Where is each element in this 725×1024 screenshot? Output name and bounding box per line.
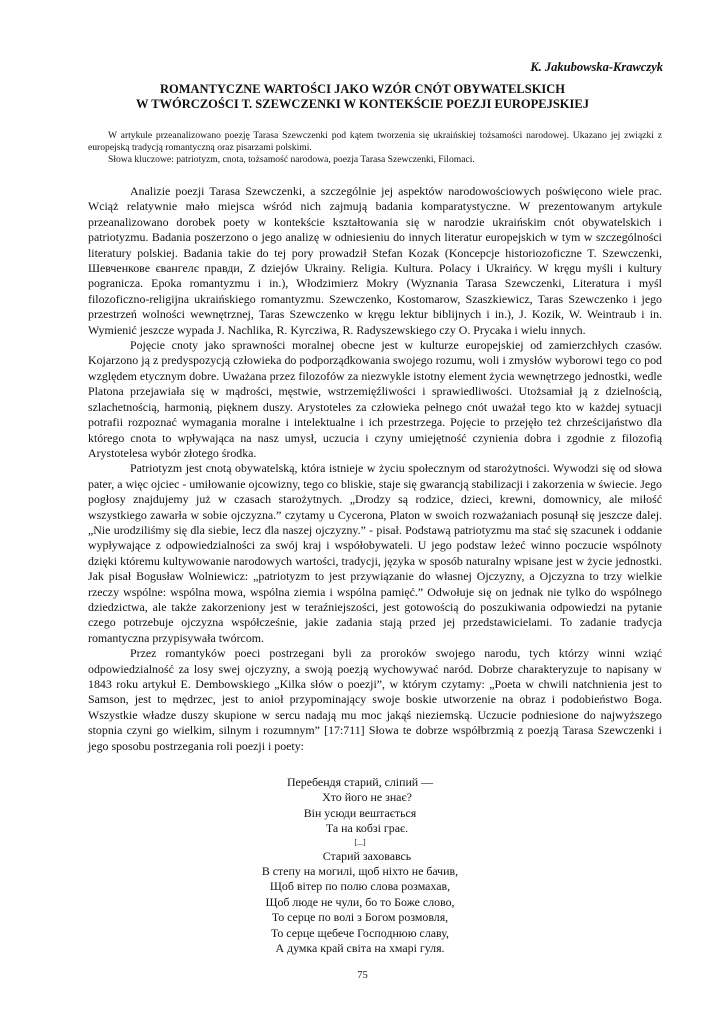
title-line: ROMANTYCZNE WARTOŚCI JAKO WZÓR CNÓT OBYWATELSKICH [159,82,566,96]
article-title [80,82,645,112]
author-header: K. Jakubowska-Krawczyk [530,60,663,74]
body-paragraph: Pojęcie cnoty jako sprawności moralnej obecne jest w kulturze europejskiej od zamierzchłych czasów. Kojarzono ją z predyspozycją człowieka do podporządkowania swojego rozumu, woli i zmysłów wyborowi tego co pod względem etycznym dobre. Uważana przez filozofów za niezwykle istotny element życia wewnętrzego jednostki, wedle Platona przejawiała się w mądrości, męstwie, wstrzemięźliwości i sprawiedliwości. Utożsamiał ją z dzielnością, szlachetnością, harmonią, pięknem duszy. Arystoteles za człowieka pełnego cnót uważał tego kto w każdej sytuacji potrafii rozpoznać wymagania moralne i intelektualne i ich przestrzega. Pojęcie to przejęło też chrześcijaństwo dla którego cnota to wpływająca na nasz umysł, uczucia i czyny umiejętność czynienia dobra i zgodnie z filozofią Arystotelesa wybór złotego środka. [88,338,662,460]
poem-line: Хто його не знає? [322,790,412,805]
poem-ellipsis: [...] [354,837,366,847]
poem-line: Та на кобзі грає. [325,821,409,836]
poem-line: То серце по волі з Богом розмовля, [271,910,449,925]
article-body [88,184,662,754]
keywords: Słowa kluczowe: patriotyzm, cnota, tożsamość narodowa, poezja Tarasa Szewczenki, Filomaci. [108,154,475,165]
poem-line: То серце щебече Господнюю славу, [271,925,449,940]
body-paragraph: Przez romantyków poeci postrzegani byli za proroków swojego narodu, tych którzy winni wziąć odpowiedzialność za losy swej ojczyzny, a swoją poezją wychowywać naród. Dobrze charakteryzuje to napisany w 1843 roku artykuł E. Dembowskiego „Kilka słów o poezji”, w którym czytamy: „Poeta w chwili natchnienia jest to Samson, jest to mędrzec, jest to anioł przypominający swoje boskie utworzenie na obraz i podobieństwo Boga. Wszystkie władze duszy skupione w sercu nadają mu moc jakąś nieziemską. Uczucie podniesione do najwyższego stopnia czyni go wielkim, silnym i rozumnym” [17:711] Słowa te dobrze współbrzmią z poezją Tarasa Szewczenki i jego sposobu postrzegania roli poezji i poety: [88,646,662,753]
abstract [88,130,662,166]
poem-quote [230,775,490,956]
poem-line: Він усюди вештається [303,805,417,820]
body-paragraph: Patriotyzm jest cnotą obywatelską, która istnieje w życiu społecznym od starożytności. Wywodzi się od słowa pater, a więc ojciec - umiłowanie ojcowizny, tego co bliskie, staje się gwarancją stabilizacji i zakorzenia w świecie. Jego pogłosy znajdujemy już w czasach starożytnych. „Drodzy są rodzice, dzieci, krewni, domownicy, ale miłość wszystkiego zawarła w sobie ojczyzna.” czytamy u Cycerona, Platon w swoich rozważaniach posunął się jeszcze dalej. „Nie urodziliśmy się dla siebie, lecz dla naszej ojczyzny.” - pisał. Podstawą patriotyzmu ma stać się szacunek i oddanie wypływające z odpowiedzialności za swój kraj i współobywateli. U jego podstaw leżeć winno poczucie wspólnoty dzięki któremu kultywowanie narodowych wartości, tradycji, języka w sposób naturalny wpisane jest w życie jednostki. Jak pisał Bogusław Wolniewicz: „patriotyzm to jest przywiązanie do własnej Ojczyzny, a Ojczyzna to trzy wielkie rzeczy wspólne: wspólna mowa, wspólna ziemia i wspólna pamięć.” Odwołuje się on jednak nie tylko do wspólnego dziedzictwa, ale także zakorzeniony jest w teraźniejszości, jest gotowością do poszukiwania odpowiedzi na pytanie czego potrzebuje ojczyzna współcześnie, jakie zadania stają przed jej przedstawicielami. To zadanie tradycja romantyczna przypisywała twórcom. [88,461,662,645]
body-paragraph: Analizie poezji Tarasa Szewczenki, a szczególnie jej aspektów narodowościowych poświęcono wiele prac. Wciąż relatywnie mało miejsca wśród nich zajmują badania komparatystyczne. W prezentowanym artykule przeanalizowano dorobek poety w kontekście kształtowania się w narodzie ukraińskim cnót obywatelskich i patriotyzmu. Badania poszerzono o jego analizę w odniesieniu do innych literatur europejskich w tym w szczególności literatury polskiej. Badania takie do tej pory prowadził Stefan Kozak (Koncepcje historiozoficzne T. Szewczenki, Шевченкове євангелє правди, Z dziejów Ukrainy. Religia. Kultura. Polacy i Ukraińcy. W kręgu myśli i kultury pogranicza. Epoka romantyzmu i in.), Włodzimierz Mokry (Wyznania Tarasa Szewczenki, Literatura i myśl filozoficzno-religijna ukraińskiego romantyzmu. Szewczenko, Kostomarow, Szaszkiewicz, Taras Szewczenko i jego przestrzeń wolności wewnętrznej, Taras Szewczenko w kręgu lektur biblijnych i in.), J. Kozik, W. Weintraub i in. Wymienić jeszcze wypada J. Nachlika, R. Kyrcziwa, R. Radyszewskiego czy O. Prycaka i wielu innych. [88,184,662,337]
poem-line: Щоб вітер по полю слова розмахав, [269,879,451,894]
title-line: W TWÓRCZOŚCI T. SZEWCZENKI W KONTEKŚCIE POEZJI EUROPEJSKIEJ [136,97,589,111]
poem-line: Перебендя старий, сліпий — [286,775,434,789]
poem-line: Щоб люде не чули, бо то Боже слово, [265,894,455,909]
poem-line: А думка край світа на хмарі гуля. [275,941,445,956]
abstract-text: W artykule przeanalizowano poezję Tarasa Szewczenki pod kątem tworzenia się ukraińskiej tożsamości narodowej. Ukazano jej związki z europejską tradycją romantyczną oraz pisarzami polskimi. [88,130,662,153]
page-number: 75 [357,970,368,981]
poem-line: Старий заховавсь [322,848,412,863]
poem-line: В степу на могилі, щоб ніхто не бачив, [261,864,459,879]
